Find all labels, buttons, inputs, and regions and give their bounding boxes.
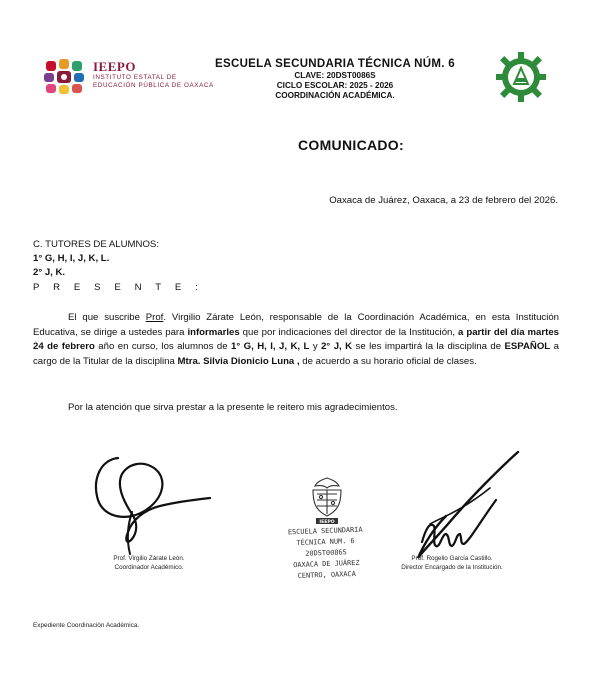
body-text-4: año en curso, los alumnos de [94,341,231,353]
footer-note: Expediente Coordinación Académica. [33,622,140,629]
body-bold-groups-2: 2° J, K [321,341,353,353]
school-coordinacion: COORDINACIÓN ACADÉMICA. [275,91,395,100]
recipients-line-3: 2° J, K. [33,267,66,279]
stamp-line-4: OAXACA DE JUÁREZ [293,558,360,570]
ieepo-sub-line2: EDUCACIÓN PÚBLICA DE OAXACA [93,82,214,89]
recipients-line-1: C. TUTORES DE ALUMNOS: [33,239,159,250]
body-bold-subject: ESPAÑOL [504,341,551,353]
body-bold-groups-1: 1° G, H, I, J, K, L [231,341,310,353]
school-title: ESCUELA SECUNDARIA TÉCNICA NÚM. 6 [215,58,455,70]
left-signature-caption [86,554,212,572]
recipients-block [33,238,203,295]
right-signer-name: Prof. Rogelio García Castillo. [411,555,493,562]
body-text-2: . Virgilio Zárate León, responsable de la Coordinación Académica, en esta Institución Educativa, se dirige a ustedes para [33,312,559,338]
left-signer-name: Prof. Virgilio Zárate León. [113,555,185,562]
recipients-line-2: 1° G, H, I, J, K, L. [33,253,110,265]
recipients-presente: P R E S E N T E : [33,281,204,293]
body-bold-teacher: Mtra. Silvia Dionicio Luna , [177,355,300,367]
ieepo-logo-icon [40,55,88,97]
place-date: Oaxaca de Juárez, Oaxaca, a 23 de febrero del 2026. [329,195,558,206]
right-signature-icon [400,448,524,564]
school-stamp-text [275,524,377,582]
school-seal-icon [307,476,347,526]
seal-label: IEEPO [319,520,335,525]
body-text-7: a cargo de la Titular de la disciplina [33,341,559,367]
left-signature-icon [88,450,216,562]
right-signer-role: Director Encargado de la Institución. [401,564,503,571]
body-paragraph [33,311,559,369]
body-bold-informarles: informarles [187,326,240,338]
body-text-6: se les impartirá la la disciplina de [352,341,505,353]
right-signature-caption [378,554,526,572]
gear-logo-icon [494,50,548,104]
body-bold-date: a partir del día martes 24 de febrero [33,326,559,353]
stamp-line-5: CENTRO, OAXACA [297,569,356,580]
left-signer-role: Coordinador Académico. [114,564,184,571]
school-header [190,58,480,101]
school-clave: CLAVE: 20DST0086S [294,71,376,80]
ieepo-sub-line1: INSTITUTO ESTATAL DE [93,74,177,81]
body-text-1: El que suscribe [68,312,146,323]
stamp-line-2: TÉCNICA NUM. 6 [296,536,355,548]
school-ciclo: CICLO ESCOLAR: 2025 - 2026 [276,81,394,90]
stamp-line-3: 20DST0086S [305,548,347,558]
body-text-prof: Prof [145,312,164,323]
body-text-5: y [309,341,322,353]
ieepo-name: IEEPO [93,59,136,74]
document-title: COMUNICADO: [298,137,404,153]
body-text-3: que por indicaciones del director de la Institución, [239,326,459,338]
body-text-8: de acuerdo a su horario oficial de clases. [299,355,477,367]
stamp-line-1: ESCUELA SECUNDARIA [287,525,363,537]
closing-line: Por la atención que sirva prestar a la presente le reitero mis agradecimientos. [68,402,398,413]
